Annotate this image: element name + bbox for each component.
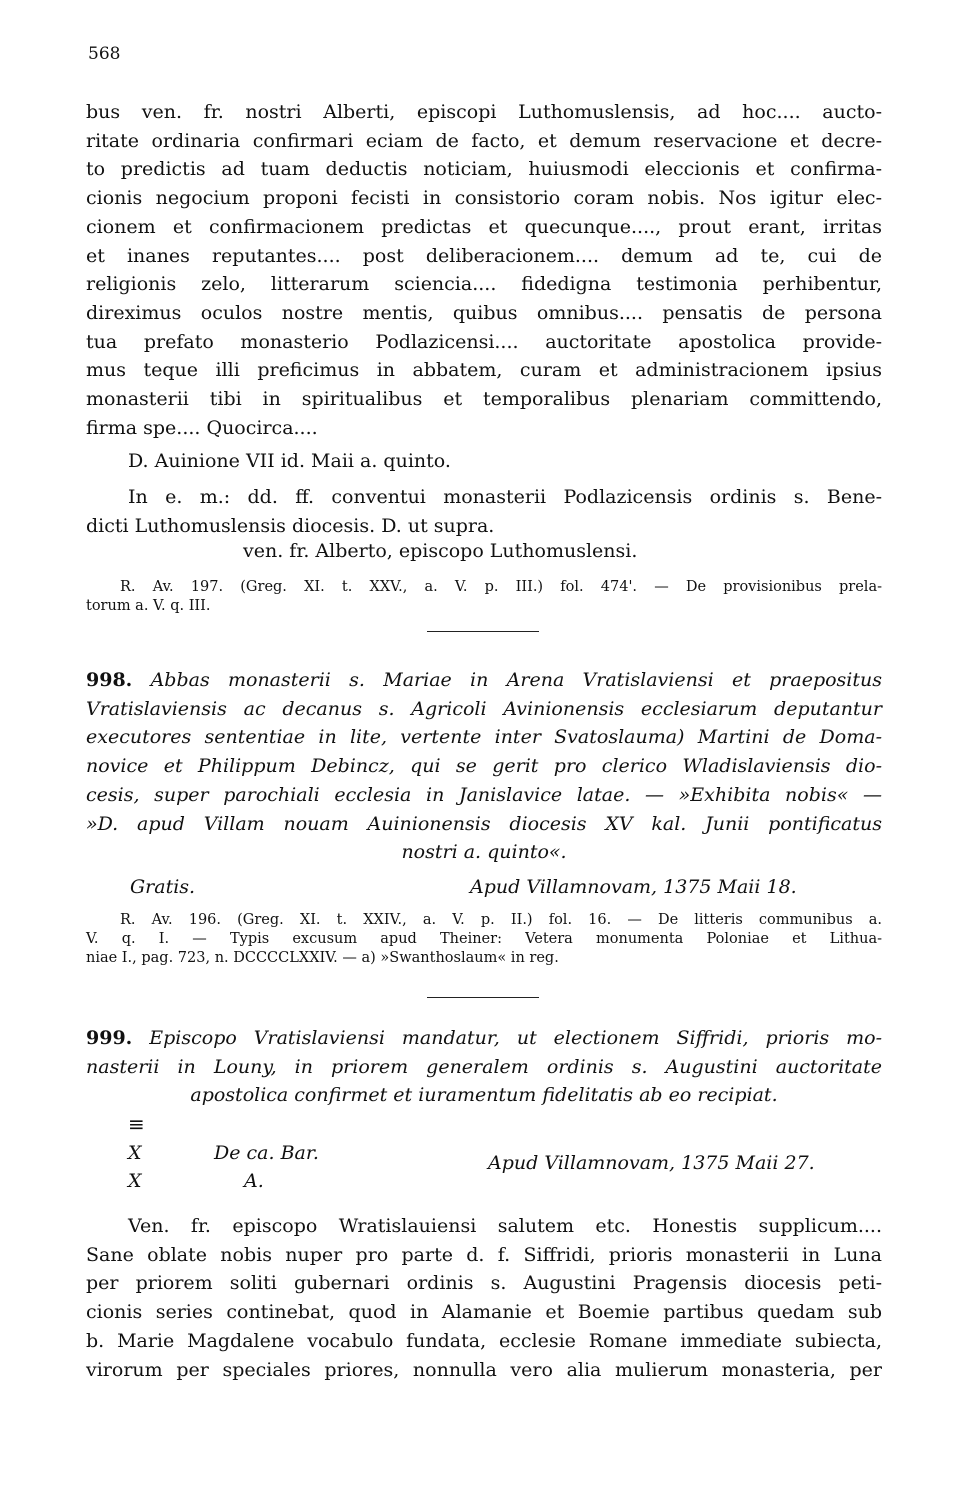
heading-line [86,1024,882,1053]
heading-line: cesis, super parochiali ecclesia in Janislavice latae. — »Exhibita nobis« — [86,783,882,806]
text-line: In e. m.: dd. ff. conventui monasterii Podlazicensis ordinis s. Bene- [128,486,882,508]
doc-998-heading [86,666,882,867]
text-line: R. Av. 197. (Greg. XI. t. XXV., a. V. p. III.) fol. 474'. — De provisionibus prela- [120,579,882,595]
doc-999-body [86,1212,882,1384]
section-divider [427,631,539,632]
text-line: firma spe.... Quocirca.... [86,416,318,439]
place-date: Apud Villamnovam, 1375 Maii 27. [488,1152,815,1174]
text-line: V. q. I. — Typis excusum apud Theiner: Vetera monumenta Poloniae et Lithua- [86,931,882,947]
text-line: bus ven. fr. nostri Alberti, episcopi Luthomuslensis, ad hoc.... aucto- [86,101,882,123]
text-line: et inanes reputantes.... post deliberacionem.... demum ad te, cui de [86,244,882,267]
text-line: cionis series continebat, quod in Alamanie et Boemie partibus quedam sub [86,1301,882,1324]
text-line: cionis negocium proponi fecisti in consistorio coram nobis. Nos igitur elec- [86,187,882,210]
text-line: per priorem soliti gubernari ordinis s. Augustini Pragensis diocesis peti- [86,1272,882,1295]
text-line: ritate ordinaria confirmari eciam de facto, et demum reservacione et decre- [86,129,882,152]
text-line: virorum per speciales priores, nonnulla vero alia mulierum monasteria, per [86,1358,882,1381]
heading-line: Vratislaviensis ac decanus s. Agricoli Avinionensis ecclesiarum deputantur [86,697,882,720]
heading-text: Episcopo Vratislaviensi mandatur, ut electionem Siffridi, prioris mo- [149,1027,882,1049]
doc-number: 999. [86,1027,133,1049]
text-line: torum a. V. q. III. [86,598,211,614]
heading-line: »D. apud Villam nouam Auinionensis diocesis XV kal. Junii pontificatus [86,812,882,835]
chancery-x: X [128,1142,142,1164]
doc-999-heading [86,1024,882,1110]
text-line: cionem et confirmacionem predictas et quecunque...., prout erant, irritas [86,215,882,238]
text-line: monasterii tibi in spiritualibus et temporalibus plenariam committendo, [86,388,882,411]
section-divider [427,997,539,998]
heading-line [86,666,882,695]
text-line: direximus oculos nostre mentis, quibus omnibus.... pensatis de persona [86,301,882,324]
heading-text: Abbas monasterii s. Mariae in Arena Vratislaviensi et praepositus [150,669,882,691]
text-line: mus teque illi preficimus in abbatem, curam et administracionem ipsius [86,359,882,382]
date-line: D. Auinione VII id. Maii a. quinto. [128,450,451,472]
text-line: R. Av. 196. (Greg. XI. t. XXIV., a. V. p. II.) fol. 16. — De litteris communibus a. [120,912,882,928]
source-note [86,578,882,616]
text-line: Ven. fr. episcopo Wratislauiensi salutem etc. Honestis supplicum.... [128,1215,882,1237]
text-line: dicti Luthomuslensis diocesis. D. ut supra. [86,514,495,537]
heading-line: novice et Philippum Debincz, qui se gerit pro clerico Wladislaviensis dio- [86,755,882,778]
chancery-mark: ≡ [128,1112,145,1136]
heading-line: nasterii in Louny, in priorem generalem ordinis s. Augustini auctoritate [86,1055,882,1078]
doc-number: 998. [86,669,133,691]
source-note [86,911,882,968]
page-number: 568 [88,44,121,64]
addressee: ven. fr. Alberto, episcopo Luthomuslensi. [243,540,638,562]
heading-line: apostolica confirmet et iuramentum fidelitatis ab eo recipiat. [190,1084,778,1107]
text-line: to predictis ad tuam deductis noticiam, huiusmodi eleccionis et confirma- [86,158,882,181]
heading-line: executores sententiae in lite, vertente inter Svatoslauma) Martini de Doma- [86,726,882,749]
gratis-mark: Gratis. [130,876,196,898]
chancery-note: De ca. Bar. [214,1142,319,1164]
text-line: b. Marie Magdalene vocabulo fundata, ecclesie Romane immediate subiecta, [86,1329,882,1352]
text-line: Sane oblate nobis nuper pro parte d. f. Siffridi, prioris monasterii in Luna [86,1243,882,1266]
heading-line: nostri a. quinto«. [401,841,567,864]
chancery-note: A. [244,1170,264,1192]
in-eodem-modo [86,483,882,540]
chancery-x: X [128,1170,142,1192]
prev-doc-body [86,98,882,442]
place-date: Apud Villamnovam, 1375 Maii 18. [470,876,797,898]
text-line: niae I., pag. 723, n. DCCCCLXXIV. — a) »Swanthoslaum« in reg. [86,950,559,966]
text-line: religionis zelo, litterarum sciencia.... fidedigna testimonia perhibentur, [86,273,882,296]
text-line: tua prefato monasterio Podlazicensi.... auctoritate apostolica provide- [86,330,882,353]
